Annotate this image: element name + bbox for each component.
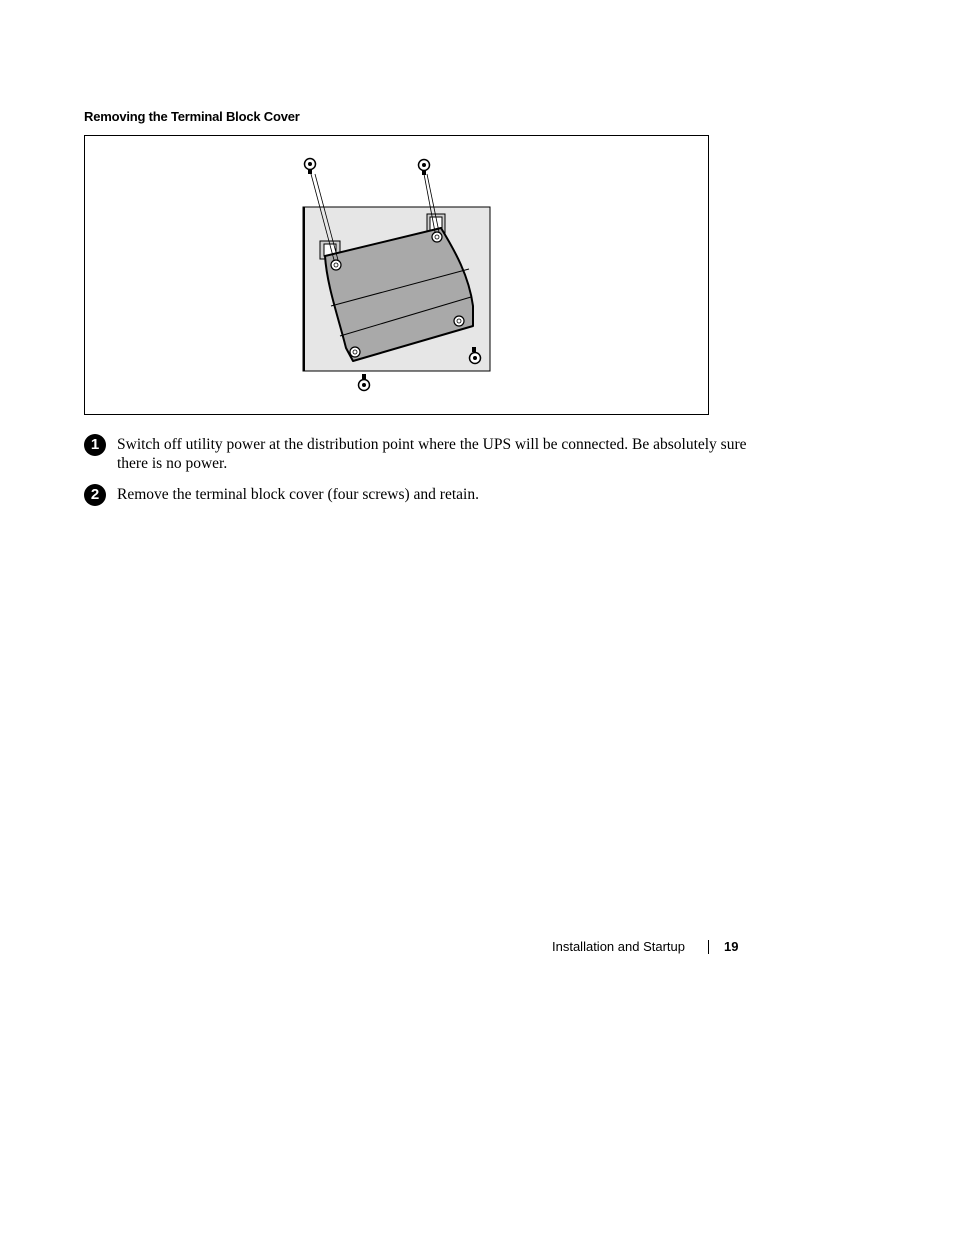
footer-section-title: Installation and Startup <box>552 939 685 954</box>
step-text: Switch off utility power at the distribution point where the UPS will be connected. Be absolutely sure there is no power. <box>117 436 747 472</box>
step-number-badge: 2 <box>84 484 106 506</box>
screw-icon-top-right <box>419 160 430 176</box>
screw-icon-top-left <box>305 159 316 175</box>
step-number-badge: 1 <box>84 434 106 456</box>
figure-frame <box>84 135 709 415</box>
terminal-block-cover-illustration <box>85 136 708 414</box>
page-footer <box>0 938 954 958</box>
figure-title: Removing the Terminal Block Cover <box>84 109 300 124</box>
page-number: 19 <box>724 939 739 954</box>
step-text: Remove the terminal block cover (four screws) and retain. <box>117 486 479 503</box>
footer-divider <box>708 940 709 954</box>
screw-icon-bottom-left <box>359 374 370 391</box>
